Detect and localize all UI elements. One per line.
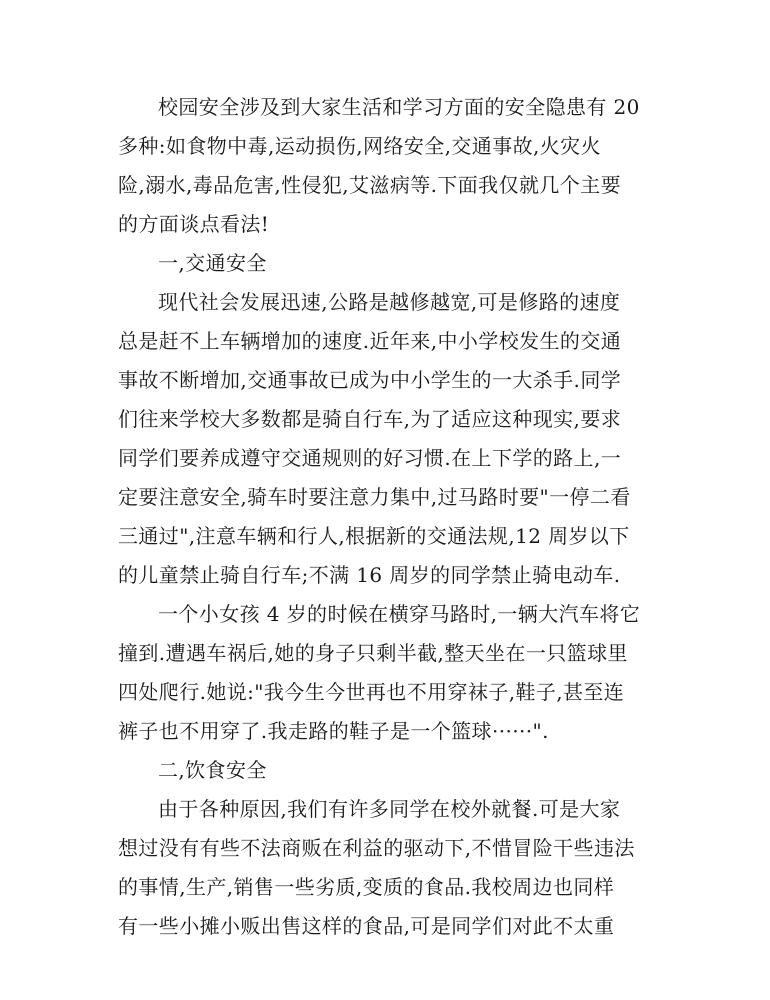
food-line-1: 由于各种原因,我们有许多同学在校外就餐.可是大家 xyxy=(158,797,621,821)
story-line-4: 裤子也不用穿了.我走路的鞋子是一个篮球······". xyxy=(118,719,549,743)
story-line-3: 四处爬行.她说:"我今生今世再也不用穿袜子,鞋子,甚至连 xyxy=(118,680,625,704)
story-line-2: 撞到.遭遇车祸后,她的身子只剩半截,整天坐在一只篮球里 xyxy=(118,641,628,665)
traffic-line-8: 的儿童禁止骑自行车;不满 16 周岁的同学禁止骑电动车. xyxy=(118,563,621,587)
traffic-line-3: 事故不断增加,交通事故已成为中小学生的一大杀手.同学 xyxy=(118,368,622,392)
food-line-3: 的事情,生产,销售一些劣质,变质的食品.我校周边也同样 xyxy=(118,875,615,899)
section-heading-food: 二,饮食安全 xyxy=(158,758,267,782)
intro-line-2: 多种:如食物中毒,运动损伤,网络安全,交通事故,火灾火 xyxy=(118,134,601,158)
intro-line-4: 的方面谈点看法! xyxy=(118,212,270,236)
food-line-4: 有一些小摊小贩出售这样的食品,可是同学们对此不太重 xyxy=(118,914,615,938)
traffic-line-1: 现代社会发展迅速,公路是越修越宽,可是修路的速度 xyxy=(158,290,621,314)
section-heading-traffic: 一,交通安全 xyxy=(158,251,267,275)
traffic-line-4: 们往来学校大多数都是骑自行车,为了适应这种现实,要求 xyxy=(118,407,622,431)
intro-line-1: 校园安全涉及到大家生活和学习方面的安全隐患有 20 xyxy=(158,95,640,119)
intro-line-3: 险,溺水,毒品危害,性侵犯,艾滋病等.下面我仅就几个主要 xyxy=(118,173,621,197)
traffic-line-5: 同学们要养成遵守交通规则的好习惯.在上下学的路上,一 xyxy=(118,446,622,470)
food-line-2: 想过没有有些不法商贩在利益的驱动下,不惜冒险干些违法 xyxy=(118,836,635,860)
traffic-line-6: 定要注意安全,骑车时要注意力集中,过马路时要"一停二看 xyxy=(118,485,631,509)
traffic-line-2: 总是赶不上车辆增加的速度.近年来,中小学校发生的交通 xyxy=(118,329,622,353)
traffic-line-7: 三通过",注意车辆和行人,根据新的交通法规,12 周岁以下 xyxy=(118,524,630,548)
story-line-1: 一个小女孩 4 岁的时候在横穿马路时,一辆大汽车将它 xyxy=(158,602,641,626)
